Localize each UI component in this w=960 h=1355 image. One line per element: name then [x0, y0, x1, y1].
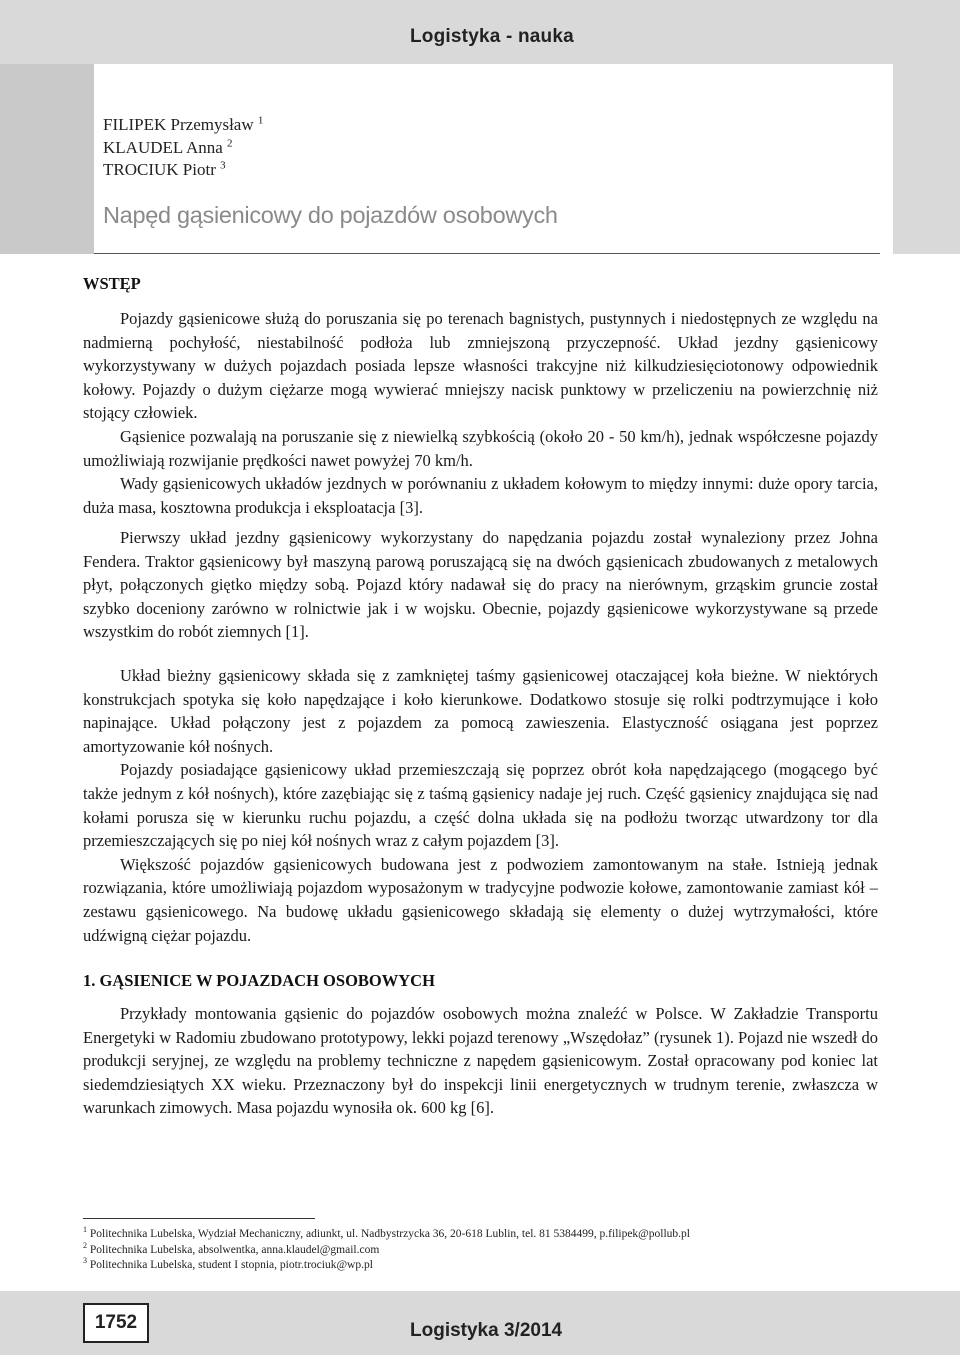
footnote — [83, 1258, 690, 1274]
paragraph: Układ bieżny gąsienicowy składa się z zamkniętej taśmy gąsienicowej otaczającej koła bieżne. W niektórych konstrukcjach spotyka się koło napędzające i koło kierunkowe. Dodatkowo stosuje się rolki podtrzymujące i koło napinające. Układ połączony jest z pojazdem za pomocą zawieszenia. Elastyczność osiągana jest poprzez amortyzowanie kół nośnych. — [83, 666, 878, 756]
paragraph: Pojazdy gąsienicowe służą do poruszania się po terenach bagnistych, pustynnych i niedostępnych ze względu na nadmierną pochyłość, niestabilność podłoża lub zmniejszoną przyczepność. Układ jezdny gąsienicowy wykorzystywany w dużych pojazdach posiada lepsze własności trakcyjne niż kilkudziesięciotonowy odpowiednik kołowy. Pojazdy o dużym ciężarze mogą wywierać mniejszy nacisk punktowy w przeliczeniu na powierzchnię niż stojący człowiek. — [83, 309, 878, 423]
header-divider — [94, 253, 880, 254]
intro-block-2 — [83, 526, 878, 644]
footnote-mark: 1 — [83, 1225, 87, 1235]
author-footnote-mark: 2 — [227, 136, 233, 149]
footnote-mark: 3 — [83, 1256, 87, 1266]
footnote-text: Politechnika Lubelska, student I stopnia, piotr.trociuk@wp.pl — [89, 1259, 373, 1271]
author-list — [103, 114, 263, 182]
paragraph: Gąsienice pozwalają na poruszanie się z niewielką szybkością (około 20 - 50 km/h), jednak współczesne pojazdy umożliwiają rozwijanie prędkości nawet powyżej 70 km/h. — [83, 426, 878, 470]
author-footnote-mark: 3 — [220, 159, 226, 172]
author-name: TROCIUK Piotr — [103, 160, 216, 179]
footnote-mark: 2 — [83, 1240, 87, 1250]
paragraph: Większość pojazdów gąsienicowych budowana jest z podwoziem zamontowanym na stałe. Istnieją jednak rozwiązania, które umożliwiają pojazdom wyposażonym w tradycyjne podwozie kołowe, zamontowanie zamiast kół – zestawu gąsienicowego. Na budowę układu gąsienicowego składają się elementy o dużej wytrzymałości, które udźwigną ciężar pojazdu. — [83, 854, 878, 945]
journal-issue: Logistyka 3/2014 — [410, 1320, 563, 1341]
paragraph: Pierwszy układ jezdny gąsienicowy wykorzystany do napędzania pojazdu został wynaleziony przez Johna Fendera. Traktor gąsienicowy był maszyną parową poruszającą się na dwóch gąsienicach zbudowanych z metalowych płyt, połączonych giętko między sobą. Pojazd który nadawał się do pracy na nierównym, grząskim gruncie został szybko doceniony zarówno w rolnictwie jak i w wojsku. Obecnie, pojazdy gąsienicowe wykorzystywane są przede wszystkim do robót ziemnych [1]. — [83, 528, 878, 642]
footnote-text: Politechnika Lubelska, Wydział Mechaniczny, adiunkt, ul. Nadbystrzycka 36, 20-618 Lublin, tel. 81 5384499, p.filipek@pollub.pl — [89, 1228, 690, 1240]
intro-block-1 — [83, 307, 878, 519]
footnote-text: Politechnika Lubelska, absolwentka, anna.klaudel@gmail.com — [89, 1243, 380, 1256]
section-1-body — [83, 1002, 878, 1120]
author-name: KLAUDEL Anna — [103, 137, 223, 157]
article-title: Napęd gąsienicowy do pojazdów osobowych — [103, 202, 558, 228]
author-footnote-mark: 1 — [257, 114, 264, 127]
page-number: 1752 — [83, 1303, 149, 1343]
intro-block-3 — [83, 664, 878, 947]
footnote — [83, 1227, 690, 1243]
footnote-divider — [83, 1218, 315, 1219]
section-heading: 1. GĄSIENICE W POJAZDACH OSOBOWYCH — [83, 971, 435, 990]
footnote — [83, 1240, 690, 1259]
paragraph: Przykłady montowania gąsienic do pojazdów osobowych można znaleźć w Polsce. W Zakładzie Transportu Energetyki w Radomiu zbudowano prototypowy, lekki pojazd terenowy „Wszędołaz” (rysunek 1). Pojazd nie wszedł do produkcji seryjnej, ze względu na problemy techniczne z napędem gąsienicowym. Został opracowany pod koniec lat siedemdziesiątych XX wieku. Przeznaczony był do inspekcji linii energetycznych w trudnym terenie, zwłaszcza w warunkach zimowych. Masa pojazdu wynosiła ok. 600 kg [6]. — [83, 1004, 878, 1118]
journal-section-title: Logistyka - nauka — [410, 26, 574, 47]
author-name: FILIPEK Przemysław — [103, 115, 254, 134]
paragraph: Pojazdy posiadające gąsienicowy układ przemieszczają się poprzez obrót koła napędzającego (mogącego być także jednym z kół nośnych), które zazębiając się z taśmą gąsienicy nadaje jej ruch. Część gąsienicy znajdująca się nad kołami porusza się w kierunku ruchu pojazdu, a część dolna układa się na podłożu tworząc utwardzony tor dla przemieszczających się po niej kół nośnych wraz z całym pojazdem [3]. — [83, 760, 878, 851]
intro-heading: WSTĘP — [83, 274, 141, 293]
paragraph: Wady gąsienicowych układów jezdnych w porównaniu z układem kołowym to między innymi: duże opory tarcia, duża masa, kosztowna produkcja i eksploatacja [3]. — [83, 474, 878, 517]
author — [103, 114, 263, 137]
header-left-block — [0, 64, 94, 254]
footnotes — [83, 1227, 690, 1274]
author — [103, 159, 263, 182]
author — [103, 137, 263, 160]
header-right-block — [893, 64, 960, 254]
